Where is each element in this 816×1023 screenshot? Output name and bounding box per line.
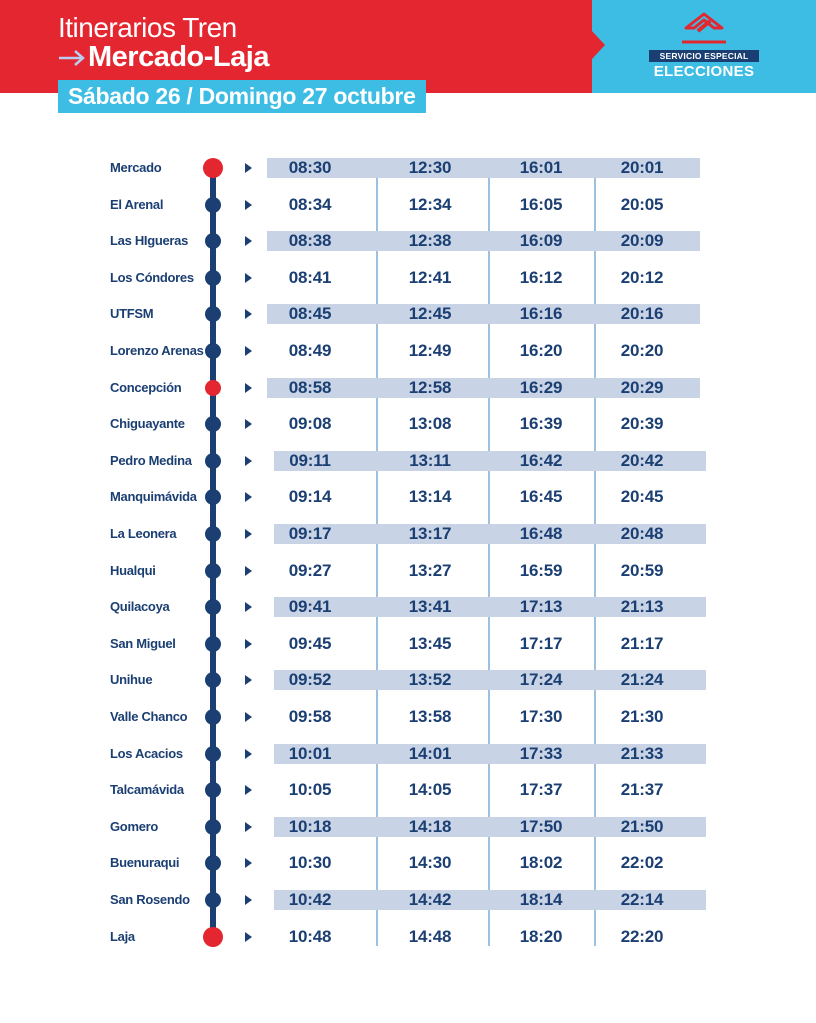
play-triangle-icon xyxy=(245,273,252,283)
station-name: Unihue xyxy=(110,672,153,688)
route-title xyxy=(58,41,269,74)
departure-time: 14:48 xyxy=(408,926,452,946)
departure-time: 16:05 xyxy=(519,194,563,214)
station-dot-icon xyxy=(205,489,221,505)
station-name: Quilacoya xyxy=(110,599,170,615)
departure-time: 16:16 xyxy=(519,304,563,324)
departure-time: 13:45 xyxy=(408,633,452,653)
table-row xyxy=(0,736,816,773)
departure-time: 10:30 xyxy=(288,853,332,873)
departure-time: 16:01 xyxy=(519,158,563,177)
play-triangle-icon xyxy=(245,383,252,393)
departure-time: 12:30 xyxy=(408,158,452,177)
table-row xyxy=(0,296,816,333)
header-notch xyxy=(592,31,605,59)
station-dot-icon xyxy=(205,819,221,835)
departure-time: 20:59 xyxy=(620,560,664,580)
table-row xyxy=(0,260,816,297)
station-dot-icon xyxy=(205,855,221,871)
departure-time: 10:18 xyxy=(288,816,332,836)
departure-time: 12:41 xyxy=(408,267,452,287)
station-dot-icon xyxy=(205,197,221,213)
station-name: Concepción xyxy=(110,379,182,395)
play-triangle-icon xyxy=(245,236,252,246)
station-name: La Leonera xyxy=(110,526,177,541)
departure-time: 16:29 xyxy=(519,377,563,397)
departure-time: 10:05 xyxy=(288,780,332,800)
station-name: El Arenal xyxy=(110,196,164,212)
elecciones-label: ELECCIONES xyxy=(653,63,755,80)
departure-time: 08:38 xyxy=(288,231,332,251)
station-name: Gomero xyxy=(110,818,159,834)
play-triangle-icon xyxy=(245,346,252,356)
play-triangle-icon xyxy=(245,932,252,942)
major-station-dot-icon xyxy=(205,380,221,396)
departure-time: 14:05 xyxy=(408,780,452,800)
departure-time: 21:17 xyxy=(620,633,664,653)
station-name: Valle Chanco xyxy=(110,709,188,724)
departure-time: 13:14 xyxy=(408,487,452,507)
departure-time: 09:41 xyxy=(288,597,332,617)
departure-time: 08:34 xyxy=(288,194,332,214)
departure-time: 21:24 xyxy=(620,670,664,690)
departure-time: 22:02 xyxy=(620,853,664,873)
departure-time: 16:39 xyxy=(519,414,563,434)
table-row xyxy=(0,406,816,443)
departure-time: 20:05 xyxy=(620,194,664,214)
departure-time: 16:42 xyxy=(519,450,563,470)
table-row xyxy=(0,223,816,260)
table-row xyxy=(0,150,816,187)
station-dot-icon xyxy=(205,453,221,469)
station-dot-icon xyxy=(205,306,221,322)
title-itinerarios: Itinerarios Tren xyxy=(58,12,237,43)
station-name: Pedro Medina xyxy=(110,452,192,468)
departure-time: 13:27 xyxy=(408,560,452,580)
departure-time: 14:01 xyxy=(408,743,452,763)
departure-time: 09:58 xyxy=(288,707,332,726)
departure-time: 18:14 xyxy=(519,890,563,909)
table-row xyxy=(0,919,816,956)
play-triangle-icon xyxy=(245,309,252,319)
table-row xyxy=(0,845,816,882)
table-row xyxy=(0,699,816,736)
play-triangle-icon xyxy=(245,895,252,905)
table-row xyxy=(0,589,816,626)
station-name: Lorenzo Arenas xyxy=(110,343,204,358)
departure-time: 08:49 xyxy=(288,341,332,360)
departure-time: 12:45 xyxy=(408,304,452,324)
departure-time: 21:13 xyxy=(620,597,664,617)
arrow-right-icon xyxy=(58,48,86,68)
station-name: Chiguayante xyxy=(110,416,185,432)
station-name: Mercado xyxy=(110,160,162,175)
departure-time: 21:50 xyxy=(620,816,664,836)
play-triangle-icon xyxy=(245,419,252,429)
departure-time: 09:17 xyxy=(288,524,332,543)
departure-time: 08:58 xyxy=(288,377,332,397)
departure-time: 10:48 xyxy=(288,926,332,946)
station-name: San Rosendo xyxy=(110,892,190,907)
departure-time: 13:08 xyxy=(408,414,452,434)
station-dot-icon xyxy=(205,672,221,688)
departure-time: 08:30 xyxy=(288,158,332,177)
table-row xyxy=(0,772,816,809)
departure-time: 13:41 xyxy=(408,597,452,617)
station-name: Buenuraqui xyxy=(110,855,180,871)
station-name: Talcamávida xyxy=(110,782,184,798)
departure-time: 16:45 xyxy=(519,487,563,507)
station-dot-icon xyxy=(205,599,221,615)
table-row xyxy=(0,882,816,919)
departure-time: 13:17 xyxy=(408,524,452,543)
departure-time: 10:42 xyxy=(288,890,332,909)
departure-time: 18:02 xyxy=(519,853,563,873)
play-triangle-icon xyxy=(245,822,252,832)
station-dot-icon xyxy=(205,636,221,652)
station-name: Los Cóndores xyxy=(110,269,194,285)
play-triangle-icon xyxy=(245,602,252,612)
departure-time: 21:37 xyxy=(620,780,664,800)
play-triangle-icon xyxy=(245,675,252,685)
departure-time: 20:12 xyxy=(620,267,664,287)
station-name: Los Acacios xyxy=(110,745,183,761)
departure-time: 20:01 xyxy=(620,158,664,177)
servicio-especial-badge: SERVICIO ESPECIAL xyxy=(649,50,759,62)
departure-time: 17:30 xyxy=(519,707,563,726)
table-row xyxy=(0,662,816,699)
departure-time: 20:16 xyxy=(620,304,664,324)
departure-time: 10:01 xyxy=(288,743,332,763)
table-row xyxy=(0,479,816,516)
departure-time: 17:24 xyxy=(519,670,563,690)
departure-time: 16:09 xyxy=(519,231,563,251)
station-name: UTFSM xyxy=(110,306,154,322)
departure-time: 21:33 xyxy=(620,743,664,763)
play-triangle-icon xyxy=(245,456,252,466)
departure-time: 21:30 xyxy=(620,707,664,726)
elecciones-logo xyxy=(648,12,760,82)
departure-time: 14:42 xyxy=(408,890,452,909)
departure-time: 22:14 xyxy=(620,890,664,909)
station-dot-icon xyxy=(205,892,221,908)
station-dot-icon xyxy=(205,416,221,432)
play-triangle-icon xyxy=(245,529,252,539)
departure-time: 17:37 xyxy=(519,780,563,800)
table-row xyxy=(0,333,816,370)
departure-time: 17:17 xyxy=(519,633,563,653)
departure-time: 12:38 xyxy=(408,231,452,251)
departure-time: 20:29 xyxy=(620,377,664,397)
departure-time: 12:58 xyxy=(408,377,452,397)
station-name: Manquimávida xyxy=(110,489,197,505)
major-station-dot-icon xyxy=(203,927,223,947)
route-name: Mercado-Laja xyxy=(88,41,269,73)
departure-time: 09:27 xyxy=(288,560,332,580)
departure-time: 13:52 xyxy=(408,670,452,690)
table-row xyxy=(0,626,816,663)
departure-time: 12:49 xyxy=(408,341,452,360)
departure-time: 14:30 xyxy=(408,853,452,873)
departure-time: 22:20 xyxy=(620,926,664,946)
departure-time: 12:34 xyxy=(408,194,452,214)
play-triangle-icon xyxy=(245,639,252,649)
station-name: Hualqui xyxy=(110,562,156,578)
table-row xyxy=(0,370,816,407)
departure-time: 13:58 xyxy=(408,707,452,726)
departure-time: 14:18 xyxy=(408,816,452,836)
departure-time: 09:45 xyxy=(288,633,332,653)
station-dot-icon xyxy=(205,709,221,725)
play-triangle-icon xyxy=(245,492,252,502)
station-dot-icon xyxy=(205,782,221,798)
table-row xyxy=(0,553,816,590)
play-triangle-icon xyxy=(245,785,252,795)
table-row xyxy=(0,809,816,846)
departure-time: 16:59 xyxy=(519,560,563,580)
play-triangle-icon xyxy=(245,200,252,210)
departure-time: 08:45 xyxy=(288,304,332,324)
play-triangle-icon xyxy=(245,858,252,868)
departure-time: 17:50 xyxy=(519,816,563,836)
station-dot-icon xyxy=(205,746,221,762)
station-dot-icon xyxy=(205,563,221,579)
major-station-dot-icon xyxy=(203,158,223,178)
departure-time: 17:33 xyxy=(519,743,563,763)
station-name: Las HIgueras xyxy=(110,233,189,249)
table-row xyxy=(0,443,816,480)
departure-time: 13:11 xyxy=(409,450,451,470)
departure-time: 09:08 xyxy=(288,414,332,434)
station-name: San Miguel xyxy=(110,635,176,651)
play-triangle-icon xyxy=(245,566,252,576)
table-row xyxy=(0,187,816,224)
station-dot-icon xyxy=(205,270,221,286)
table-row xyxy=(0,516,816,553)
play-triangle-icon xyxy=(245,163,252,173)
departure-time: 20:42 xyxy=(620,450,664,470)
departure-time: 09:11 xyxy=(289,450,331,470)
date-banner: Sábado 26 / Domingo 27 octubre xyxy=(58,80,426,113)
departure-time: 08:41 xyxy=(288,267,332,287)
departure-time: 17:13 xyxy=(519,597,563,617)
departure-time: 20:48 xyxy=(620,524,664,543)
play-triangle-icon xyxy=(245,712,252,722)
play-triangle-icon xyxy=(245,749,252,759)
station-dot-icon xyxy=(205,233,221,249)
departure-time: 09:14 xyxy=(288,487,332,507)
departure-time: 16:12 xyxy=(519,267,563,287)
station-name: Laja xyxy=(110,928,135,944)
departure-time: 20:09 xyxy=(620,231,664,251)
departure-time: 20:39 xyxy=(620,414,664,434)
departure-time: 16:48 xyxy=(519,524,563,543)
station-dot-icon xyxy=(205,526,221,542)
timetable xyxy=(0,150,816,960)
departure-time: 20:45 xyxy=(620,487,664,507)
departure-time: 18:20 xyxy=(519,926,563,946)
ballot-box-icon xyxy=(678,12,730,48)
station-dot-icon xyxy=(205,343,221,359)
departure-time: 20:20 xyxy=(620,341,664,360)
departure-time: 09:52 xyxy=(288,670,332,690)
departure-time: 16:20 xyxy=(519,341,563,360)
